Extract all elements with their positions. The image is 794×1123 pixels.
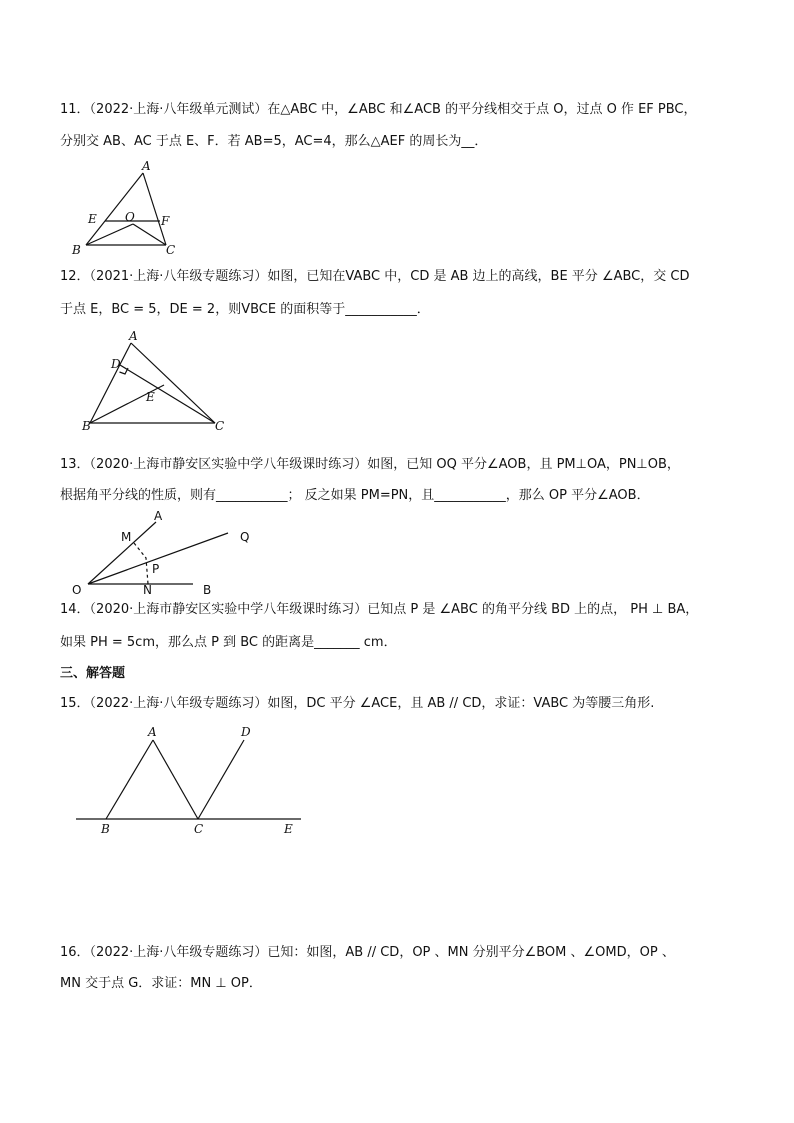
problem-15-line-1: 15．（2022·上海·八年级专题练习）如图，DC 平分 ∠ACE，且 AB // CD，求证：VABC 为等腰三角形. [60, 696, 655, 711]
label-d: D [241, 725, 251, 739]
label-b: B [101, 822, 110, 836]
label-n: N [143, 583, 152, 597]
problem-14-line-2: 如果 PH = 5cm，那么点 P 到 BC 的距离是_______ cm． [60, 635, 397, 650]
label-o: O [72, 583, 82, 597]
label-o: O [125, 210, 135, 224]
label-f: F [161, 214, 170, 228]
problem-14-line-1: 14．（2020·上海市静安区实验中学八年级课时练习）已知点 P 是 ∠ABC 的角平分线 BD 上的点， PH ⊥ BA， [60, 602, 699, 617]
problem-11-line-2: 分别交 AB、AC 于点 E、F．若 AB=5，AC=4，那么△AEF 的周长为__． [60, 134, 488, 149]
problem-15-figure [66, 720, 311, 840]
label-c: C [215, 419, 225, 433]
problem-12-line-2: 于点 E，BC = 5，DE = 2，则VBCE 的面积等于___________． [60, 302, 430, 317]
problem-11-line-1: 11．（2022·上海·八年级单元测试）在△ABC 中，∠ABC 和∠ACB 的平分线相交于点 O，过点 O 作 EF PBC， [60, 102, 697, 117]
problem-13-figure [66, 506, 266, 598]
label-e: E [88, 212, 97, 226]
label-c: C [166, 243, 176, 257]
problem-16-line-1: 16．（2022·上海·八年级专题练习）已知：如图，AB // CD，OP 、MN 分别平分∠BOM 、∠OMD，OP 、 [60, 945, 675, 960]
label-a: A [154, 509, 163, 523]
label-m: M [121, 530, 132, 544]
problem-13-line-2: 根据角平分线的性质，则有___________； 反之如果 PM=PN，且___________，那么 OP 平分∠AOB． [60, 488, 650, 503]
label-e: E [146, 390, 155, 404]
label-c: C [194, 822, 204, 836]
label-p: P [152, 562, 160, 576]
label-b: B [203, 583, 212, 597]
problem-12-figure [78, 326, 238, 436]
label-a: A [142, 159, 151, 173]
label-e: E [284, 822, 293, 836]
problem-16-line-2: MN 交于点 G．求证：MN ⊥ OP． [60, 976, 262, 991]
problem-12-line-1: 12．（2021·上海·八年级专题练习）如图，已知在VABC 中，CD 是 AB 边上的高线，BE 平分 ∠ABC，交 CD [60, 269, 690, 284]
problem-11-figure [66, 156, 196, 256]
label-q: Q [240, 530, 250, 544]
label-a: A [148, 725, 157, 739]
problem-13-line-1: 13．（2020·上海市静安区实验中学八年级课时练习）如图，已知 OQ 平分∠AOB，且 PM⊥OA，PN⊥OB， [60, 457, 680, 472]
label-b: B [72, 243, 81, 257]
label-a: A [129, 329, 138, 343]
section-heading: 三、解答题 [60, 666, 126, 681]
label-d: D [111, 357, 121, 371]
label-b: B [82, 419, 91, 433]
